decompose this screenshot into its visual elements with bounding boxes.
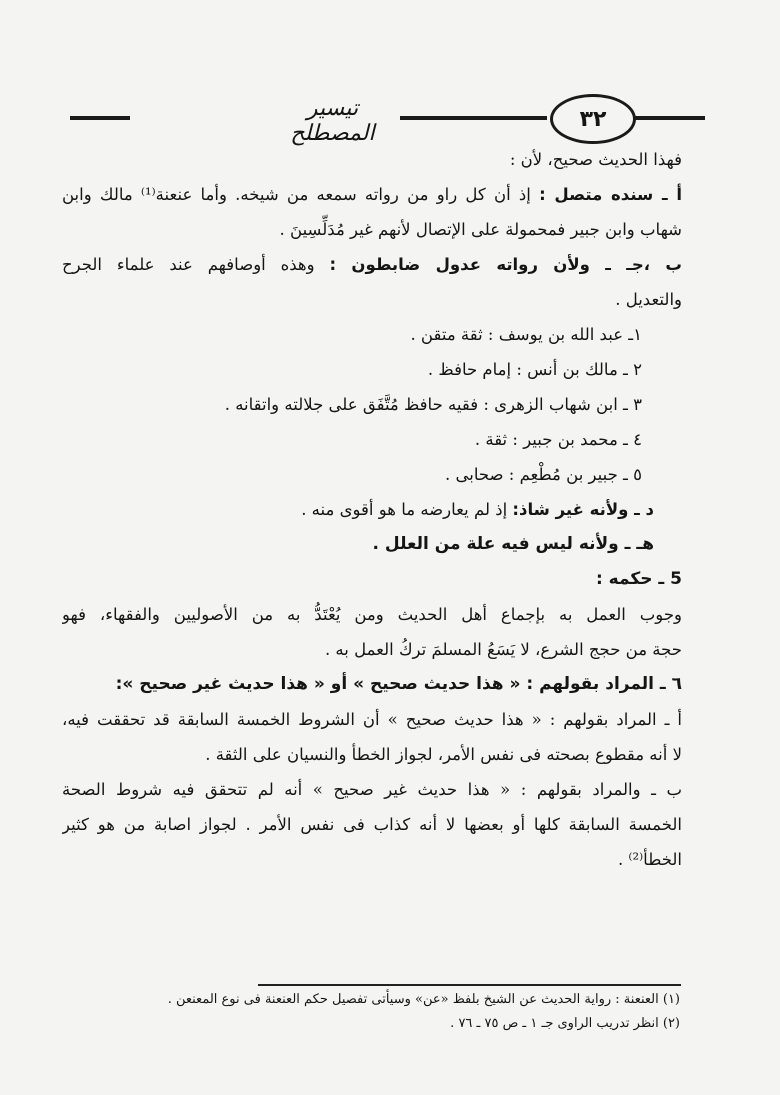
intro-line: فهذا الحديث صحيح، لأن : [509,150,682,169]
section-6-a-line-1: أ ـ المراد بقولهم : « هذا حديث صحيح » أن الشروط الخمسة السابقة قد تحققت فيه، [62,710,682,729]
section-6-title: ٦ ـ المراد بقولهم : « هذا حديث صحيح » أو « هذا حديث غير صحيح »: [115,674,682,694]
book-title: تيسير المصطلح [265,96,400,146]
point-d-heading: د ـ ولأنه غير شاذ: [512,500,654,519]
page-header [60,92,705,146]
section-5-para-2: حجة من حجج الشرع، لا يَسَعُ المسلمَ تركُ العمل به . [324,640,682,659]
point-a-continuation: شهاب وابن جبير فمحمولة على الإتصال لأنهم غير مُدَلِّسِينَ . [279,220,682,239]
narrator-4: ٤ ـ محمد بن جبير : ثقة . [474,430,642,449]
header-rule-right [632,116,705,120]
page-number: ٣٢ [550,94,636,144]
footnote-2: (٢) انظر تدريب الراوى جـ ١ ـ ص ٧٥ ـ ٧٦ . [450,1016,680,1031]
point-bc-text: وهذه أوصافهم عند علماء الجرح [62,255,315,274]
point-bc-line [62,247,682,282]
narrator-1: ١ـ عبد الله بن يوسف : ثقة متقن . [410,325,642,344]
point-d-line [62,492,682,527]
point-a-line [62,177,682,212]
footnote-1: (١) العنعنة : رواية الحديث عن الشيخ بلفظ «عن» وسيأتى تفصيل حكم العنعنة فى نوع المعنعن . [167,992,680,1007]
point-bc-continuation: والتعديل . [615,290,682,309]
header-rule-left [70,116,130,120]
point-h-line: هـ ـ ولأنه ليس فيه علة من العلل . [372,534,654,554]
point-a-text: إذ أن كل راو من رواته سمعه من شيخه. وأما عنعنة⁽¹⁾ مالك وابن [62,185,531,204]
section-6-a-line-2: لا أنه مقطوع بصحته فى نفس الأمر، لجواز الخطأ والنسيان على الثقة . [205,745,682,764]
page-body [62,142,682,877]
section-6-b-line-2: الخمسة السابقة كلها أو بعضها لا أنه كذاب فى نفس الأمر . لجواز اصابة من هو كثير [62,815,682,834]
narrator-2: ٢ ـ مالك بن أنس : إمام حافظ . [427,360,642,379]
section-6-b-line-3: الخطأ⁽²⁾ . [617,850,682,869]
section-5-para-1: وجوب العمل به بإجماع أهل الحديث ومن يُعْتَدُّ به من الأصوليين والفقهاء، فهو [62,605,682,624]
section-5-title: 5 ـ حكمه : [595,569,682,589]
point-d-text: إذ لم يعارضه ما هو أقوى منه . [301,500,508,519]
narrator-3: ٣ ـ ابن شهاب الزهرى : فقيه حافظ مُتَّفَق على جلالته واتقانه . [224,395,642,414]
point-a-heading: أ ـ سنده متصل : [539,185,682,204]
footnotes [60,988,680,1036]
narrator-5: ٥ ـ جبير بن مُطْعِم : صحابى . [445,465,642,484]
point-bc-heading: ب ،جـ ـ ولأن رواته عدول ضابطون : [329,255,682,274]
footnote-separator [258,984,681,986]
section-6-b-line-1: ب ـ والمراد بقولهم : « هذا حديث غير صحيح » أنه لم تتحقق فيه شروط الصحة [62,780,682,799]
